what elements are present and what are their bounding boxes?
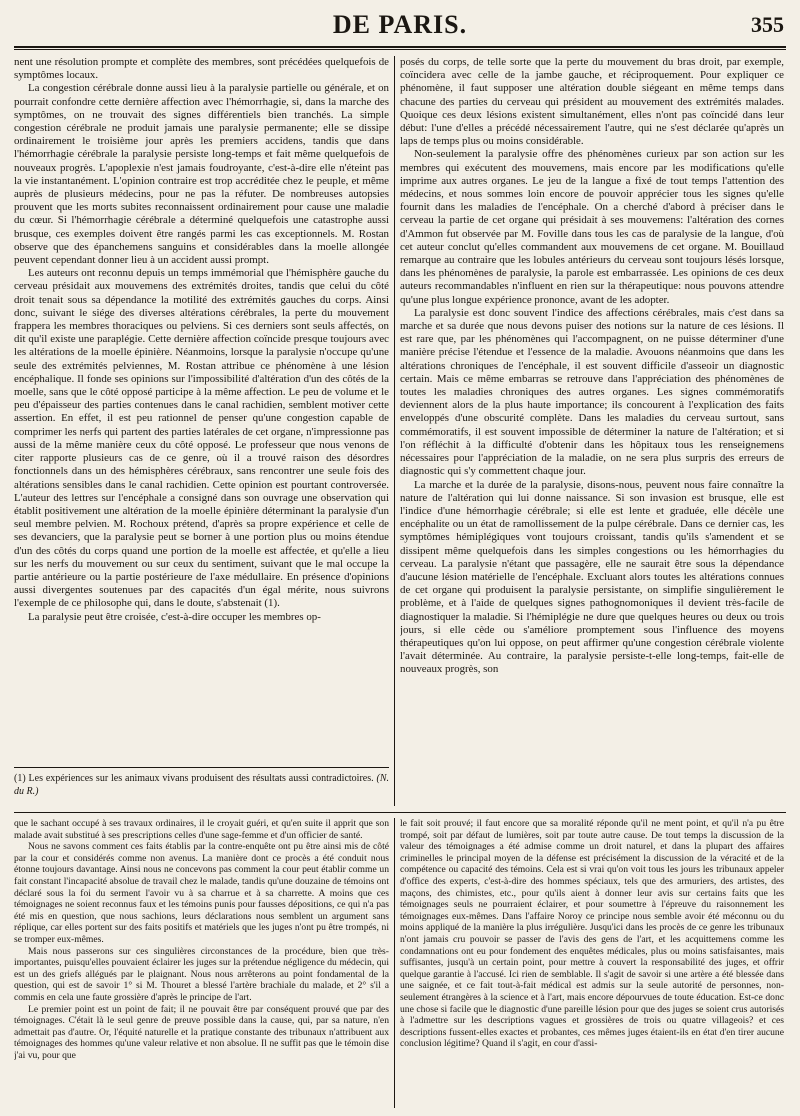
page-running-title: DE PARIS. — [332, 10, 468, 39]
footnote — [14, 773, 389, 803]
paragraph: La paralysie est donc souvent l'indice des affections cérébrales, mais c'est dans sa marche et sa durée que nous devons puiser des notions sur la nature de ces lésions. Il est rare que, par les phénomènes qui l'accompagnent, on ne puisse déterminer d'une manière précise l'étendue et l'essence de la maladie. Avouons néanmoins que dans les altérations chroniques de l'encéphale, il est souvent difficile d'asseoir un diagnostic certain. Mais ce même embarras se retrouve dans l'appréciation des phénomènes de toutes les maladies chroniques des autres organes. Les signes commémoratifs deviennent alors de la plus haute importance; ils concourent à l'explication des faits enveloppés d'une obscurité complète. Dans les maladies du cerveau surtout, sans commémoratifs, il est souvent impossible de déterminer la nature de l'altération; et si l'on réfléchit à la difficulté d'obtenir dans les hôpitaux tous les renseignemens nécessaires pour l'appréciation de la maladie, on ne sera plus surpris des erreurs de diagnostic qui s'y commettent chaque jour. — [400, 306, 784, 478]
page-header — [14, 6, 786, 48]
paragraph: Mais nous passerons sur ces singulières circonstances de la procédure, bien que très-importantes, puisqu'elles pouvaient éclairer les juges sur la prétendue négligence du médecin, qui est un des griefs allégués par le plaignant. Nous nous arrêterons au point fondamental de la question, qui est de savoir 1° si M. Thouret a blessé l'artère brachiale du malade, et 2° s'il a commis en cela une faute grossière d'après le principe de l'art. — [14, 945, 389, 1003]
footnote-text: (1) Les expériences sur les animaux vivans produisent des résultats aussi contradictoires. — [14, 773, 374, 784]
paragraph: Nous ne savons comment ces faits établis par la contre-enquête ont pu être ainsi mis de côté par la cour et considérés comme non avenus. La manière dont ce procès a été conduit nous étonne toujours davantage. Ainsi nous ne concevons pas comment la cour peut établir comme un fait constant l'incapacité absolue de travail chez le malade, tandis qu'une douzaine de témoins ont déclaré sous la foi du serment l'avoir vu à sa charrue et à sa charrette. A moins que ces témoignages ne soient reconnus faux et les témoins punis pour fausses dépositions, ce qui n'a pas été mis en question, que nous sachions, leurs déclarations nous semblent un argument sans réplique, car elles portent sur des faits positifs et matériels que les juges n'ont pu être trompés, ni se tromper eux-mêmes. — [14, 841, 389, 945]
article-column-left — [14, 56, 389, 786]
paragraph: La congestion cérébrale donne aussi lieu à la paralysie partielle ou générale, et on pourrait confondre cette dernière affection avec l'hémorrhagie, si, dans la marche des symptômes, on ne trouvait des signes différentiels bien tranchés. La simple congestion cérébrale ne produit jamais une paralysie permanente; elle se dissipe ordinairement le troisième jour après les premiers accidens, tandis que dans l'hémorrhagie cérébrale la paralysie persiste long-temps et fait même quelquefois de nouveaux progrès. L'apoplexie n'est jamais foudroyante, c'est-à-dire elle n'éteint pas la vie instantanément. L'opinion contraire est trop accréditée chez le peuple, et même auprès de plusieurs médecins, pour ne pas la réfuter. De nombreuses autopsies prouvent que les morts subites reconnaissent ordinairement pour cause une maladie du cœur. Si l'hémorrhagie cérébrale a déterminé quelquefois une catastrophe aussi brusque, ces exemples doivent être rangés parmi les cas exceptionnels. M. Rostan observe que des épanchemens sanguins et considérables dans la moelle allongée peuvent cependant donner lieu à un accident aussi prompt. — [14, 82, 389, 267]
column-divider — [394, 818, 395, 1108]
footnote-signature: (N. du R.) — [14, 773, 389, 797]
lower-article-column-left — [14, 818, 389, 1108]
paragraph: le fait soit prouvé; il faut encore que sa moralité réponde qu'il ne ment point, et qu'il n'a pu être trompé, soit par défaut de lumières, soit par toute autre cause. De tout temps la discussion de la valeur des témoignages a été admise comme un droit naturel, et dans la plupart des affaires criminelles le principal moyen de la défense est précisément la discussion de la véracité et de la compétence ou capacité des témoins. Cela est si vrai qu'on voit tous les jours les tribunaux appeler d'office des experts, c'est-à-dire des hommes spéciaux, tels que des armuriers, des artistes, des maçons, des chimistes, etc., pour qu'ils aient à donner leur avis sur certains faits que les témoignages seuls ne pourraient éclairer, et pour soumettre à l'épreuve du raisonnement les témoignages eux-mêmes. Dans l'affaire Noroy ce principe nous semble avoir été méconnu ou du moins appliqué de la manière la plus irrégulière. Jusqu'ici dans les procès de ce genre les tribunaux n'ont jamais cru pouvoir se passer de l'avis des gens de l'art, et les acquittemens comme les condamnations ont eu pour fondement des enquêtes médicales, plus ou moins satisfaisantes, mais suffisantes, jusqu'à un certain point, pour mettre à couvert la responsabilité des juges, et offrir quelque garantie à l'accusé. Ici rien de semblable. Il s'agit de savoir si une artère a été blessée dans une saignée, et ce fait tout-à-fait médical est admis sur la seule autorité de personnes, non-seulement étrangères à la science et à l'art, mais encore dépourvues de toute éducation. Est-ce donc une chose si facile que le diagnostic d'une pareille lésion pour que des juges se soient crus autorisés à l'admettre sur les descriptions vagues et grossières de trois ou quatre villageois? et ces descriptions fussent-elles exactes et probantes, ces mêmes juges étaient-ils en état d'en tirer aucune conclusion légitime? Quand il s'agit, en cour d'assi- — [400, 818, 784, 1050]
paragraph: La paralysie peut être croisée, c'est-à-dire occuper les membres op- — [28, 610, 321, 623]
section-separator — [14, 812, 786, 813]
footnote-rule — [14, 767, 389, 768]
header-rule — [14, 49, 786, 50]
paragraph: nent une résolution prompte et complète des membres, sont précédées quelquefois de symptômes locaux. — [14, 56, 389, 82]
paragraph: La marche et la durée de la paralysie, disons-nous, peuvent nous faire connaître la nature de l'altération qui lui donne naissance. Si son invasion est brusque, elle est l'indice d'une hémorrhagie cérébrale; si elle est lente et graduée, elle décèle une encéphalite ou un état de ramollissement de la pulpe cérébrale. Dans ce dernier cas, les symptômes hémiplégiques vont toujours croissant, tandis qu'ils s'amendent et se dissipent même quelquefois dans les simples congestions ou les hémorrhagies du cerveau. La paralysie n'étant que passagère, elle ne saurait être sous la dépendance d'aucune lésion matérielle de l'encéphale. Excluant alors toutes les altérations connues de cet organe qui produisent la paralysie persistante, on simplifie singulièrement le problème, et à l'aide de quelques signes pathognomoniques il devient très-facile de diagnostiquer la maladie. Si l'hémiplégie ne dure que quelques heures ou deux ou trois jours, si elle cède ou s'améliore promptement sous l'influence des moyens thérapeutiques qu'on lui oppose, on peut affirmer qu'une congestion cérébrale violente l'avait déterminée. Au contraire, la paralysie persiste-t-elle long-temps, fait-elle de nouveaux progrès, son — [400, 478, 784, 676]
paragraph: Les auteurs ont reconnu depuis un temps immémorial que l'hémisphère gauche du cerveau présidait aux mouvemens des extrémités droites, tandis que celui du côté droit tenait sous sa dépendance la motilité des extrémités gauches du corps. Ainsi donc, suivant le siége des diverses altérations cérébrales, la perte du mouvement frappera les membres thoraciques ou pelviens. Si ces derniers sont seuls affectés, on dit qu'il existe une paraplégie. Cette dernière affection coïncide presque toujours avec les altérations de la moelle épinière. Néanmoins, lorsque la paralysie n'occupe qu'une seule des extrémités pelviennes, M. Rostan attribue ce phénomène à une lésion encéphalique. Il fonde ses opinions sur l'impossibilité d'altération d'un des côtés de la moelle, sans que le côté opposé participe à la même affection. Le peu de volume et le peu d'épaisseur des parties contenues dans le canal rachidien, semblent motiver cette assertion. En effet, il est peu rationnel de penser qu'une congestion capable de comprimer les nerfs qui partent des parties latérales de cet organe, n'impressionne pas aussi de la même manière ceux du côté opposé. Le professeur que nous venons de citer rapporte plusieurs cas de ce genre, où il a trouvé raison des désordres fonctionnels dans un des hémisphères cérébraux, sans rencontrer une seule fois des altérations sensibles dans le canal rachidien. Cette opinion est pourtant controversée. L'auteur des lettres sur l'encéphale a consigné dans son ouvrage une observation qui établit positivement une altération de la moelle épinière déterminant la paralysie d'un seul membre pelvien. M. Rochoux prétend, d'après sa propre expérience et celle de ses devanciers, que la paralysie peut se borner à une portion plus ou moins étendue d'un des côtés du corps quand une portion de la moelle est affectée, et qu'elle a lieu sur les nerfs du mouvement ou sur ceux du sentiment, suivant que le mal occupe la partie antérieure ou la partie postérieure de l'axe médullaire. En présence d'opinions aussi divergentes soutenues par des capacités d'un égal mérite, nous suivrons l'exemple de ce philosophe qui, dans le doute, s'abstenait (1). — [14, 267, 389, 610]
lower-article-column-right — [400, 818, 784, 1108]
article-column-right — [400, 56, 784, 786]
page-number: 355 — [751, 12, 784, 37]
paragraph: Non-seulement la paralysie offre des phénomènes curieux par son action sur les membres qui exécutent des mouvemens, mais encore par les modifications qu'elle imprime aux autres organes. Le jeu de la langue a fixé de tout temps l'attention des médecins, et nous sommes loin encore de pouvoir apprécier tous les signes qu'elle fournit dans les maladies de l'encéphale. On a cherché d'abord à préciser dans le cerveau la partie de cet organe qui présidait à ses mouvemens: l'altération des cornes d'Ammon fut observée par M. Foville dans tous les cas de paralysie de la langue, d'où cet auteur conclut qu'elles commandent aux mouvemens de cet organe. M. Bouillaud remarque au contraire que les lobules antérieurs du cerveau sont toujours lésés lorsque, dans les phénomènes de paralysie, la parole est embarrassée. Les opinions de ces deux auteurs recommandables n'influent en rien sur la thérapeutique: nous pouvons attendre qu'une plus longue expérience prononce, avant de les adopter. — [400, 148, 784, 306]
column-divider — [394, 56, 395, 806]
paragraph: Le premier point est un point de fait; il ne pouvait être par conséquent prouvé que par des témoignages. C'était là le seul genre de preuve possible dans la cause, qui, par sa nature, n'en admettait pas d'autre. Or, l'équité naturelle et la pratique constante des tribunaux n'attribuent aux témoignages des hommes qu'une valeur relative et non absolue. Il ne suffit pas que le témoin dise j'ai vu, pour que — [14, 1003, 389, 1061]
paragraph: que le sachant occupé à ses travaux ordinaires, il le croyait guéri, et qu'en suite il apprit que son malade avait substitué à ses prescriptions celles d'une sage-femme et d'un officier de santé. — [14, 818, 389, 841]
paragraph: posés du corps, de telle sorte que la perte du mouvement du bras droit, par exemple, coïncidera avec celle de la jambe gauche, et réciproquement. Pour expliquer ce phénomène, il faut supposer une altération double siégeant en même temps dans chacune des parties du cerveau qui président au mouvement des extrémités malades. Quoique ces deux lésions existent simultanément, elles n'ont pas coïncidé dans leur début: l'une d'elles a précédé nécessairement l'autre, qui ne s'est déclarée qu'après un laps de temps plus ou moins considérable. — [400, 56, 784, 148]
